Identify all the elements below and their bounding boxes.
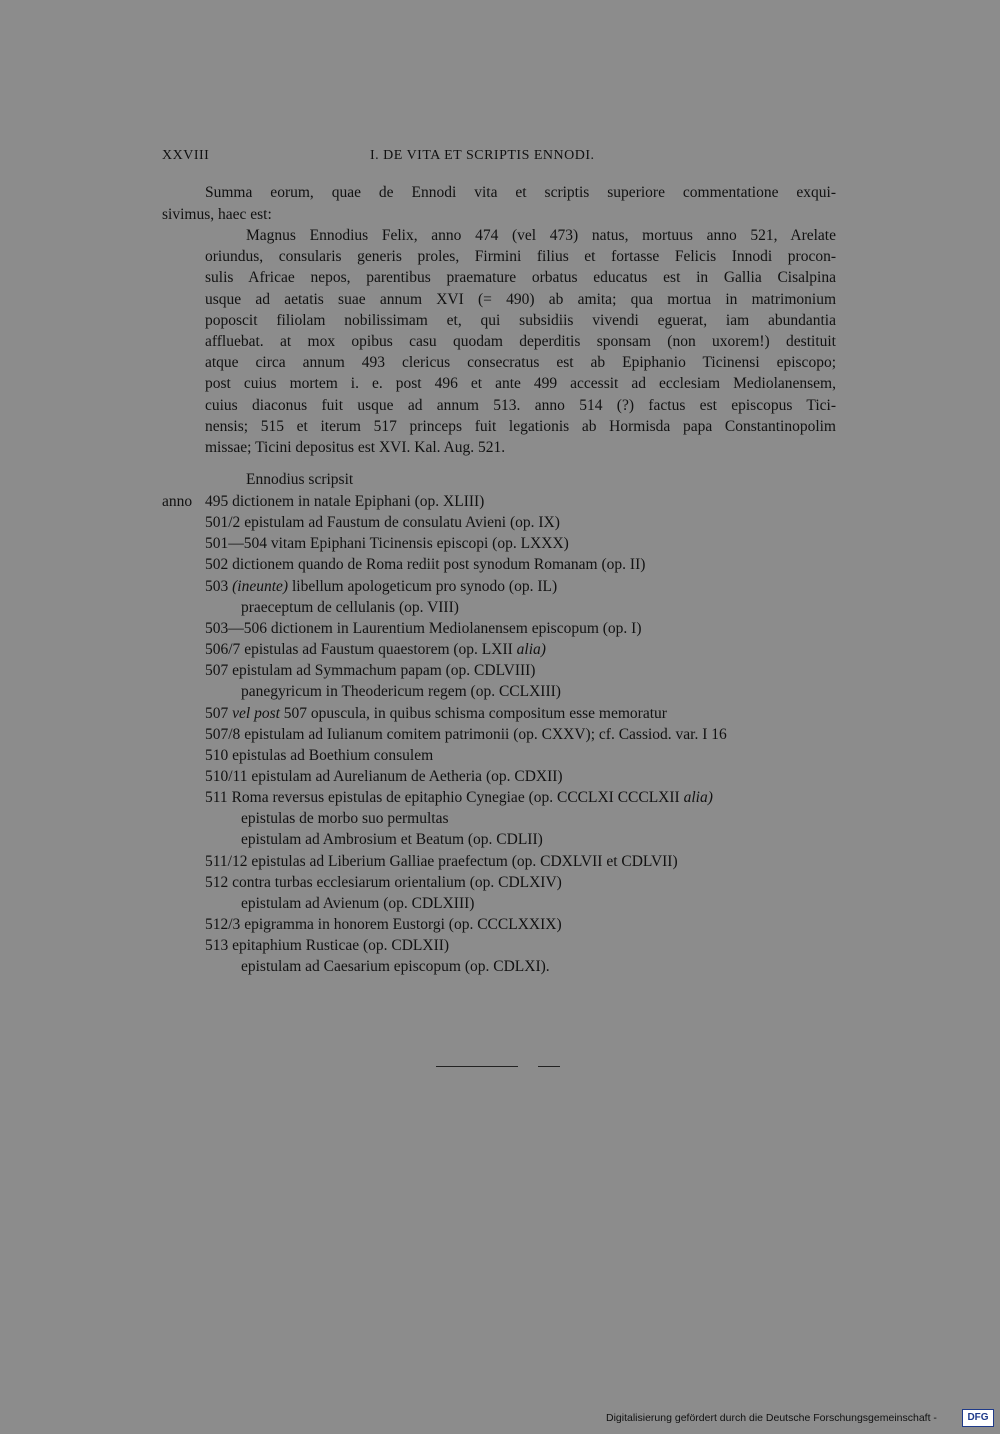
intro-line: Summa eorum, quae de Ennodi vita et scriptis superiore commentatione exqui-: [205, 184, 836, 201]
closing-rule: [436, 1066, 518, 1067]
work-description: epistulam ad Caesarium episcopum (op. CDLXI).: [241, 958, 550, 976]
work-description: Roma reversus epistulas de epitaphio Cynegiae (op. CCCLXI CCCLXII: [231, 789, 680, 807]
work-description: epistulam ad Faustum de consulatu Avieni (op. IX): [244, 514, 560, 532]
work-text: [205, 492, 484, 512]
summary-line: Magnus Ennodius Felix, anno 474 (vel 473) natus, mortuus anno 521, Arelate: [246, 227, 836, 244]
summary-line: usque ad aetatis suae annum XVI (= 490) ab amita; qua mortua in matrimonium: [205, 290, 836, 308]
page-number: XXVIII: [162, 148, 210, 163]
work-description: contra turbas ecclesiarum orientalium (op. CDLXIV): [232, 873, 562, 891]
work-year: 495: [205, 493, 229, 510]
work-year: 511: [205, 789, 228, 807]
work-qualifier: (ineunte): [232, 577, 289, 595]
work-description: epigramma in honorem Eustorgi (op. CCCLXXIX): [244, 916, 562, 933]
summary-line: cuius diaconus fuit usque ad annum 513. anno 514 (?) factus est episcopus Tici-: [205, 396, 836, 414]
work-year: 512/3: [205, 916, 241, 933]
work-text: [205, 534, 569, 554]
anno-label: anno: [162, 493, 193, 510]
work-text: [241, 598, 459, 618]
work-text: [205, 852, 678, 872]
work-description: epistulam ad Iulianum comitem patrimonii (op. CXXV); cf. Cassiod. var. I 16: [244, 725, 727, 743]
work-note: alia): [683, 789, 713, 807]
work-year: 501—504: [205, 535, 267, 553]
work-description: libellum apologeticum pro synodo (op. IL): [291, 577, 558, 595]
work-description: epistulas de morbo suo permultas: [241, 810, 449, 828]
dfg-logo-icon: DFG: [962, 1409, 994, 1427]
work-description: panegyricum in Theodericum regem (op. CCLXIII): [241, 683, 561, 701]
work-year: 503: [205, 577, 229, 595]
work-year: 503—506: [205, 619, 267, 637]
work-text: [205, 577, 557, 597]
work-year: 510: [205, 746, 229, 764]
work-text: [205, 746, 433, 766]
work-text: [241, 830, 543, 850]
work-description: dictionem in natale Epiphani (op. XLIII): [232, 493, 485, 510]
summary-line: nensis; 515 et iterum 517 princeps fuit legationis ab Hormisda papa Constantinopolim: [205, 417, 836, 435]
footer-credit: Digitalisierung gefördert durch die Deutsche Forschungsgemeinschaft -: [606, 1412, 937, 1424]
work-text: [241, 894, 474, 914]
work-text: [205, 725, 727, 745]
work-description: epistulam ad Ambrosium et Beatum (op. CDLII): [241, 831, 543, 849]
running-title: I. DE VITA ET SCRIPTIS ENNODI.: [370, 148, 595, 163]
summary-line: post cuius mortem i. e. post 496 et ante 499 accessit ad ecclesiam Mediolanensem,: [205, 375, 836, 393]
intro-line: sivimus, haec est:: [162, 206, 272, 223]
list-heading: Ennodius scripsit: [246, 471, 354, 488]
work-description: epistulam ad Avienum (op. CDLXIII): [241, 894, 475, 912]
summary-line: missae; Ticini depositus est XVI. Kal. Aug. 521.: [205, 439, 506, 456]
work-year: 502: [205, 556, 229, 574]
summary-line: affluebat. at mox opibus casu quodam deperditis sponsam (non uxorem!) destituit: [205, 333, 836, 350]
work-year: 511/12: [205, 852, 248, 870]
work-qualifier: vel post: [232, 704, 280, 722]
work-text: [205, 915, 562, 935]
work-text: [205, 788, 713, 808]
work-year: 513: [205, 937, 229, 955]
summary-line: sulis Africae nepos, parentibus praemature orbatus educatus est in Gallia Cisalpina: [205, 269, 836, 287]
closing-rule: [538, 1066, 560, 1067]
work-year: 506/7: [205, 641, 241, 659]
summary-line: atque circa annum 493 clericus consecratus est ab Epiphanio Ticinensi episcopo;: [205, 354, 836, 372]
work-description: epistulas ad Boethium consulem: [232, 746, 434, 764]
work-year: 510/11: [205, 767, 248, 785]
work-description: epistulas ad Liberium Galliae praefectum (op. CDXLVII et CDLVII): [251, 852, 678, 870]
work-description: dictionem quando de Roma rediit post synodum Romanam (op. II): [232, 556, 646, 574]
work-note: alia): [516, 641, 546, 659]
work-text: [205, 767, 563, 787]
work-description: praeceptum de cellulanis (op. VIII): [241, 598, 459, 616]
summary-line: oriundus, consularis generis proles, Firmini filius et fortasse Felicis Innodi procon-: [205, 248, 836, 266]
work-text: [205, 640, 546, 660]
work-text: [205, 619, 642, 639]
work-text: [241, 682, 561, 702]
work-text: [205, 873, 562, 893]
work-text: [205, 704, 667, 724]
work-description: dictionem in Laurentium Mediolanensem episcopum (op. I): [270, 619, 642, 637]
work-description: epistulas ad Faustum quaestorem (op. LXII: [244, 641, 513, 659]
work-text: [241, 809, 449, 829]
work-year: 507: [205, 662, 229, 680]
work-year: 507/8: [205, 725, 241, 743]
work-year: 501/2: [205, 514, 241, 532]
work-text: [205, 936, 449, 956]
work-year: 507: [205, 704, 229, 722]
work-text: [205, 513, 560, 533]
work-text: [205, 555, 645, 575]
work-year: 512: [205, 873, 229, 891]
summary-line: poposcit filiolam nobilissimam et, qui subsidiis vivendi eguerat, iam abundantia: [205, 311, 836, 329]
work-text: [205, 661, 535, 681]
work-description: epitaphium Rusticae (op. CDLXII): [232, 937, 450, 955]
work-description: 507 opuscula, in quibus schisma compositum esse memoratur: [283, 704, 667, 722]
work-text: [241, 957, 550, 977]
work-description: epistulam ad Symmachum papam (op. CDLVIII): [232, 662, 536, 680]
work-description: epistulam ad Aurelianum de Aetheria (op. CDXII): [251, 767, 563, 785]
work-description: vitam Epiphani Ticinensis episcopi (op. LXXX): [270, 535, 569, 553]
